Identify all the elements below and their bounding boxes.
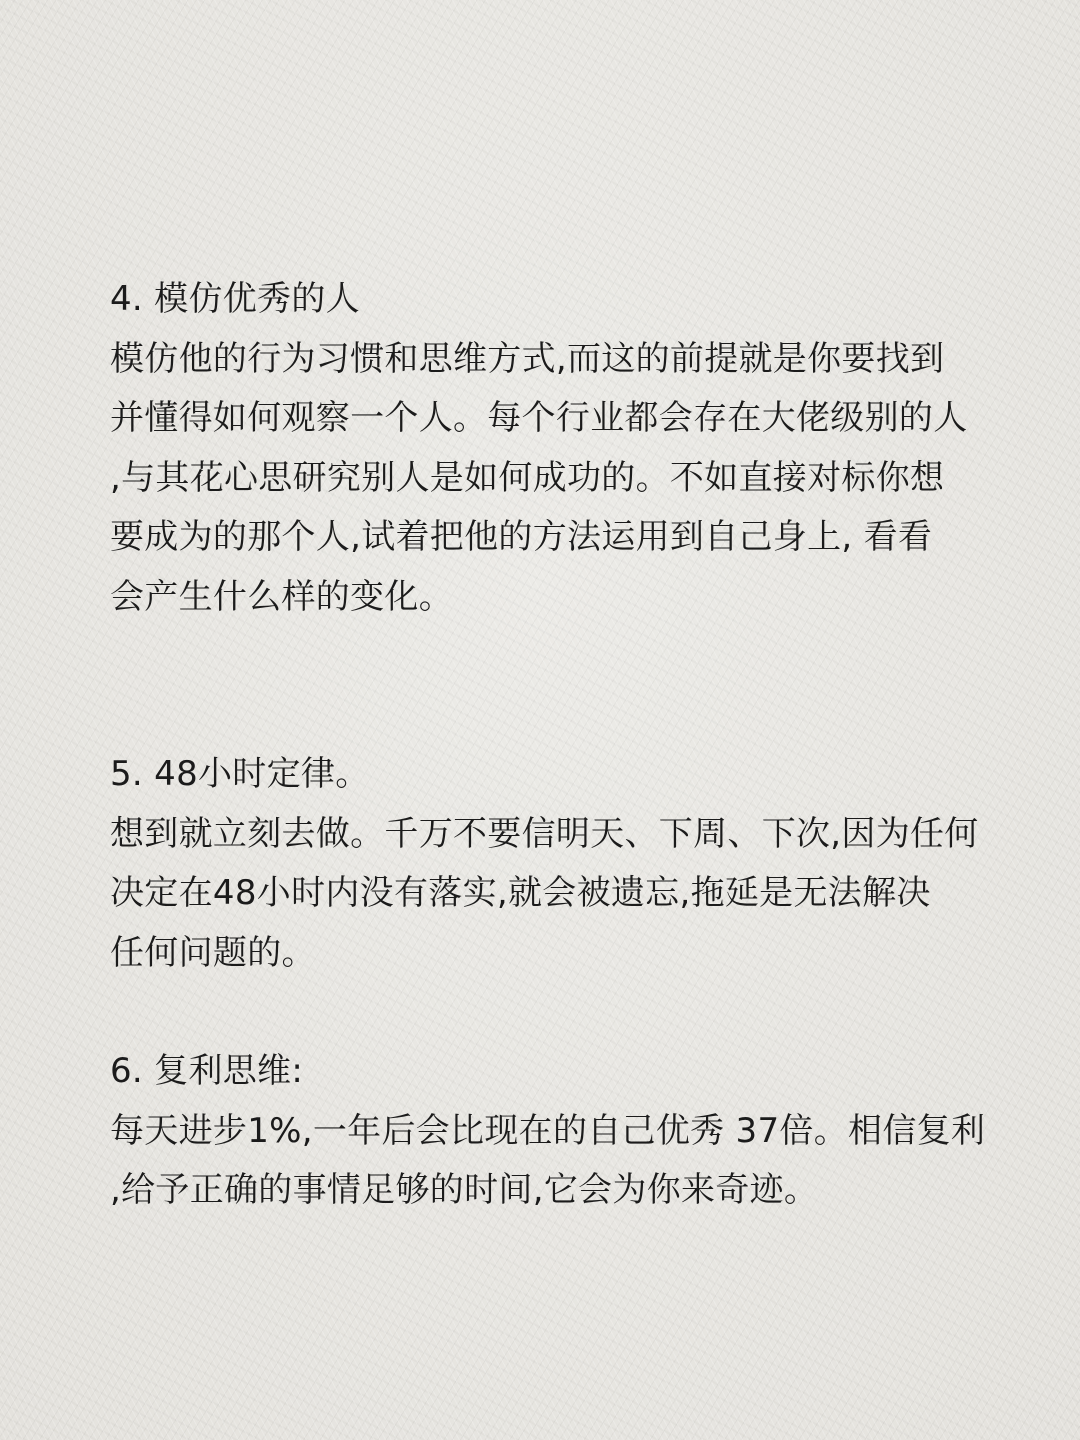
section-heading: 4. 模仿优秀的人 (110, 279, 360, 319)
paragraph-line: 决定在48小时内没有落实,就会被遗忘,拖延是无法解决 (110, 873, 931, 913)
paragraph-line: ,与其花心思研究别人是如何成功的。不如直接对标你想 (110, 457, 945, 498)
paragraph-line: 每天进步1%,一年后会比现在的自己优秀 37倍。相信复利 (110, 1110, 986, 1151)
paragraph-line: 并懂得如何观察一个人。每个行业都会存在大佬级别的人 (110, 398, 968, 438)
section-48-hour-rule (110, 745, 980, 983)
document-page (110, 270, 986, 1221)
paragraph-line: ,给予正确的事情足够的时间,它会为你来奇迹。 (110, 1170, 819, 1210)
section-imitate-excellent-people (110, 270, 980, 627)
section-heading: 6. 复利思维: (110, 1051, 304, 1091)
paragraph-line: 会产生什么样的变化。 (110, 576, 453, 617)
paragraph-line: 模仿他的行为习惯和思维方式,而这的前提就是你要找到 (110, 338, 945, 379)
paragraph-line: 想到就立刻去做。千万不要信明天、下周、下次,因为任何 (110, 813, 979, 854)
section-compound-thinking (110, 1042, 986, 1221)
paragraph-line: 任何问题的。 (110, 932, 316, 973)
section-heading: 5. 48小时定律。 (110, 754, 370, 794)
paragraph-line: 要成为的那个人,试着把他的方法运用到自己身上, 看看 (110, 517, 933, 557)
